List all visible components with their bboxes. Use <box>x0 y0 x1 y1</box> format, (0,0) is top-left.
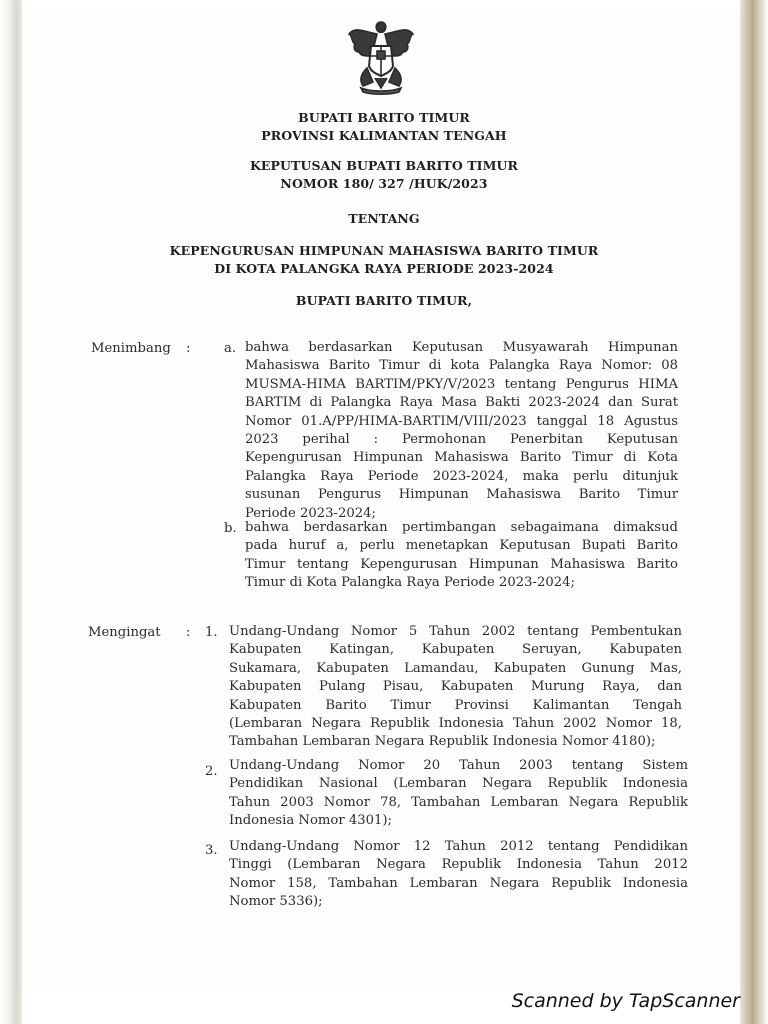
text-line: Timur di Kota Palangka Raya Periode 2023-2024; <box>245 575 575 591</box>
text-line: bahwa berdasarkan Keputusan Musyawarah Himpunan <box>245 340 678 355</box>
menimbang-marker-b: b. <box>224 521 237 536</box>
decree-number: NOMOR 180/ 327 /HUK/2023 <box>280 176 488 191</box>
text-line: bahwa berdasarkan pertimbangan sebagaimana dimaksud <box>245 520 678 535</box>
text-line: susunan Pengurus Himpunan Mahasiswa Barito Timur <box>245 487 678 503</box>
text-line: Indonesia Nomor 4301); <box>229 813 392 829</box>
scan-edge-right <box>740 0 768 1024</box>
issuer-heading: BUPATI BARITO TIMUR, <box>295 293 473 308</box>
text-line: Kepengurusan Himpunan Mahasiswa Barito Timur di Kota <box>245 450 678 466</box>
text-line: Nomor 5336); <box>229 894 323 910</box>
text-line: pada huruf a, perlu menetapkan Keputusan Bupati Barito <box>245 538 678 554</box>
text-line: Mahasiswa Barito Timur di kota Palangka Raya Nomor: 08 <box>245 358 678 374</box>
menimbang-item-a <box>245 339 678 523</box>
text-line: Tambahan Lembaran Negara Republik Indonesia Nomor 4180); <box>229 734 656 750</box>
about-heading: TENTANG <box>348 211 420 226</box>
text-line: Palangka Raya Periode 2023-2024, maka perlu ditunjuk <box>245 468 678 484</box>
mengingat-item-2 <box>229 757 688 831</box>
text-line: Undang-Undang Nomor 5 Tahun 2002 tentang Pembentukan <box>229 624 682 639</box>
garuda-emblem-icon <box>343 16 419 96</box>
text-line: (Lembaran Negara Republik Indonesia Tahun 2002 Nomor 18, <box>229 716 682 732</box>
text-line: Kabupaten Barito Timur Provinsi Kalimantan Tengah <box>229 697 682 713</box>
text-line: Pendidikan Nasional (Lembaran Negara Republik Indonesia <box>229 776 688 792</box>
subject-line-2: DI KOTA PALANGKA RAYA PERIODE 2023-2024 <box>214 261 554 276</box>
text-line: Nomor 01.A/PP/HIMA-BARTIM/VIII/2023 tanggal 18 Agustus <box>245 413 678 429</box>
mengingat-marker-2: 2. <box>205 764 218 779</box>
scanner-watermark: Scanned by TapScanner <box>511 990 740 1012</box>
mengingat-marker-3: 3. <box>205 843 218 858</box>
subject-line-1: KEPENGURUSAN HIMPUNAN MAHASISWA BARITO TIMUR <box>169 243 599 258</box>
text-line: Periode 2023-2024; <box>245 505 377 521</box>
text-line: 2023 perihal : Permohonan Penerbitan Keputusan <box>245 432 678 448</box>
menimbang-label: Menimbang <box>91 341 171 356</box>
mengingat-label: Mengingat <box>88 625 161 640</box>
regent-title: BUPATI BARITO TIMUR <box>298 110 470 125</box>
province-title: PROVINSI KALIMANTAN TENGAH <box>261 128 507 143</box>
mengingat-item-1 <box>229 623 682 752</box>
text-line: Nomor 158, Tambahan Lembaran Negara Republik Indonesia <box>229 875 688 891</box>
text-line: Kabupaten Pulang Pisau, Kabupaten Murung Raya, dan <box>229 679 682 695</box>
text-line: Tahun 2003 Nomor 78, Tambahan Lembaran Negara Republik <box>229 794 688 810</box>
menimbang-colon: : <box>186 341 191 356</box>
text-line: Kabupaten Katingan, Kabupaten Seruyan, Kabupaten <box>229 642 682 658</box>
text-line: BARTIM di Palangka Raya Masa Bakti 2023-2024 dan Surat <box>245 395 678 411</box>
text-line: Undang-Undang Nomor 20 Tahun 2003 tentang Sistem <box>229 758 688 773</box>
text-line: Tinggi (Lembaran Negara Republik Indonesia Tahun 2012 <box>229 857 688 873</box>
mengingat-item-3 <box>229 838 688 912</box>
mengingat-marker-1: 1. <box>205 625 218 640</box>
text-line: Timur tentang Kepengurusan Himpunan Mahasiswa Barito <box>245 556 678 572</box>
menimbang-item-b <box>245 519 678 593</box>
menimbang-marker-a: a. <box>224 341 237 356</box>
scan-edge-left <box>0 0 22 1024</box>
mengingat-colon: : <box>186 625 191 640</box>
text-line: Sukamara, Kabupaten Lamandau, Kabupaten Gunung Mas, <box>229 660 682 676</box>
decree-title: KEPUTUSAN BUPATI BARITO TIMUR <box>249 158 519 173</box>
text-line: Undang-Undang Nomor 12 Tahun 2012 tentang Pendidikan <box>229 839 688 854</box>
text-line: MUSMA-HIMA BARTIM/PKY/V/2023 tentang Pengurus HIMA <box>245 376 678 392</box>
